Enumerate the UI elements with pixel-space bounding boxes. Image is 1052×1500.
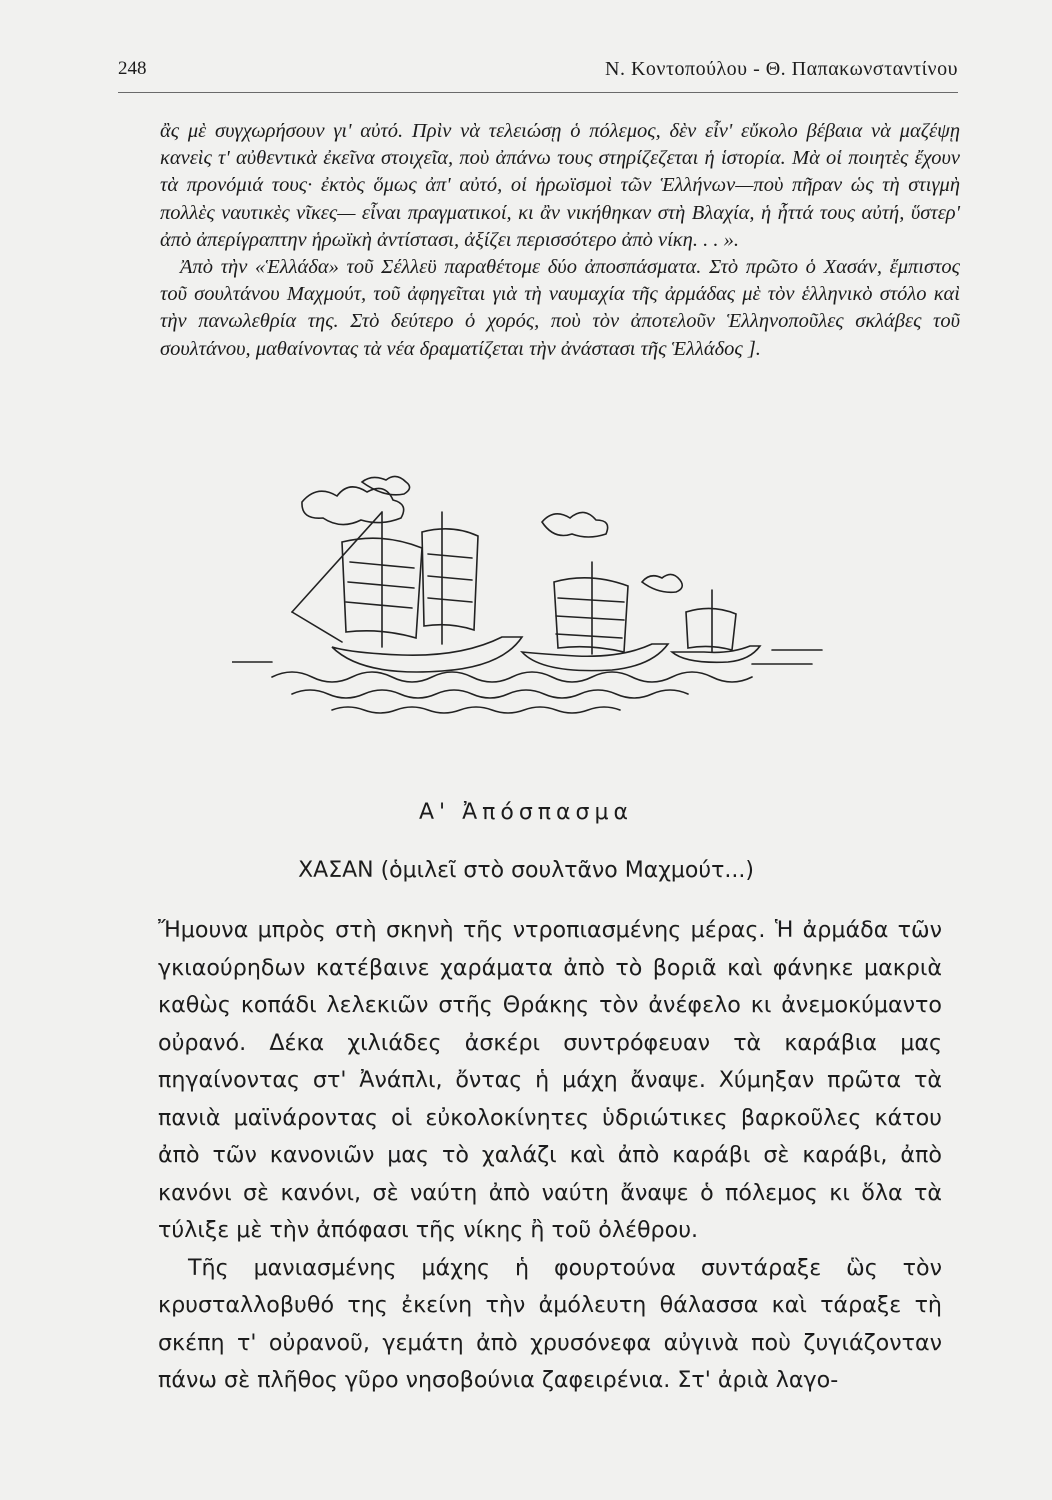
ship-sail: [686, 608, 736, 650]
ship-sail: [554, 578, 628, 652]
header-rule: [118, 92, 958, 93]
running-head: Ν. Κοντοπούλου - Θ. Παπακωνσταντίνου: [605, 58, 958, 80]
cloud-shape: [542, 512, 608, 537]
cloud-shape: [362, 476, 410, 494]
ships-illustration: [232, 472, 832, 732]
intro-paragraph: Ἀπὸ τὴν «Ἑλλάδα» τοῦ Σέλλεϋ παραθέτομε δύο ἀποσπάσματα. Στὸ πρῶτο ὁ Χασάν, ἔμπιστος τοῦ σουλτάνου Μαχμούτ, τοῦ ἀφηγεῖται γιὰ τὴ ναυμαχία τῆς ἀρμάδας μὲ τὸν ἑλληνικὸ στόλο καὶ τὴν πανωλεθρία της. Στὸ δεύτερο ὁ χορός, ποὺ τὸν ἀποτελοῦν Ἑλληνοποῦλες σκλάβες τοῦ σουλτάνου, μαθαίνοντας τὰ νέα δραματίζεται τὴν ἀνάστασι τῆς Ἑλλάδος ].: [160, 256, 960, 360]
page-number: 248: [118, 58, 147, 79]
body-paragraph: Τῆς μανιασμένης μάχης ἡ φουρτούνα συντάραξε ὣς τὸν κρυσταλλοβυθό της ἐκείνη τὴν ἀμόλευτη θάλασσα καὶ τάραξε τὴ σκέπη τ' οὐρανοῦ, γεμάτη ἀπὸ χρυσόνεφα αὐγινὰ ποὺ ζυγιάζονταν πάνω σὲ πλῆθος γῦρο νησοβούνια ζαφειρένια. Στ' ἀριὰ λαγο-: [158, 1254, 942, 1393]
body-text: [158, 912, 942, 1400]
waves: [272, 672, 752, 682]
page-header: [118, 58, 958, 88]
cloud-shape: [642, 574, 682, 592]
intro-text: [160, 118, 960, 363]
cloud-shape: [302, 487, 404, 525]
ship-hull-small: [672, 646, 760, 662]
excerpt-title: Α' Ἀπόσπασμα: [419, 800, 633, 825]
speaker-line: ΧΑΣΑΝ (ὁμιλεῖ στὸ σουλτᾶνο Μαχμούτ...): [298, 858, 754, 883]
body-paragraph: Ἤμουνα μπρὸς στὴ σκηνὴ τῆς ντροπιασμένης μέρας. Ἡ ἀρμάδα τῶν γκιαούρηδων κατέβαινε χαράματα ἀπὸ τὸ βοριᾶ καὶ φάνηκε μακριὰ καθὼς κοπάδι λελεκιῶν στῆς Θράκης τὸν ἀνέφελο κι ἀνεμοκύμαντο οὐρανό. Δέκα χιλιάδες ἀσκέρι συντρόφευαν τὰ καράβια μας πηγαίνοντας στ' Ἀνάπλι, ὄντας ἡ μάχη ἄναψε. Χύμηξαν πρῶτα τὰ πανιὰ μαϊνάροντας οἱ εὐκολοκίνητες ὑδριώτικες βαρκοῦλες κάτου ἀπὸ τῶν κανονιῶν μας τὸ χαλάζι καὶ ἀπὸ καράβι σὲ καράβι, ἀπὸ κανόνι σὲ κανόνι, σὲ ναύτη ἀπὸ ναύτη ἄναψε ὁ πόλεμος κι ὅλα τὰ τύλιξε μὲ τὴν ἀπόφασι τῆς νίκης ἢ τοῦ ὀλέθρου.: [158, 917, 942, 1243]
intro-paragraph: ἂς μὲ συγχωρήσουν γι' αὐτό. Πρὶν νὰ τελειώσῃ ὁ πόλεμος, δὲν εἶν' εὔκολο βέβαια νὰ μαζέψῃ κανεὶς τ' αὐθεντικὰ ἐκεῖνα στοιχεῖα, ποὺ ἀπάνω τους στηρίζεζεται ἡ ἱστορία. Μὰ οἱ ποιητὲς ἔχουν τὰ προνόμιά τους· ἐκτὸς ὅμως ἀπ' αὐτό, οἱ ἡρωϊσμοὶ τῶν Ἑλλήνων—ποὺ πῆραν ὡς τὴ στιγμὴ πολλὲς ναυτικὲς νῖκες— εἶναι πραγματικοί, κι ἂν νικήθηκαν στὴ Βλαχία, ἡ ἧττά τους αὐτή, ὕστερ' ἀπὸ ἀπερίγραπτην ἡρωϊκὴ ἀντίστασι, ἀξίζει περισσότερο ἀπὸ νίκη. . . ».: [160, 120, 960, 251]
ship-hull-large: [332, 637, 522, 672]
